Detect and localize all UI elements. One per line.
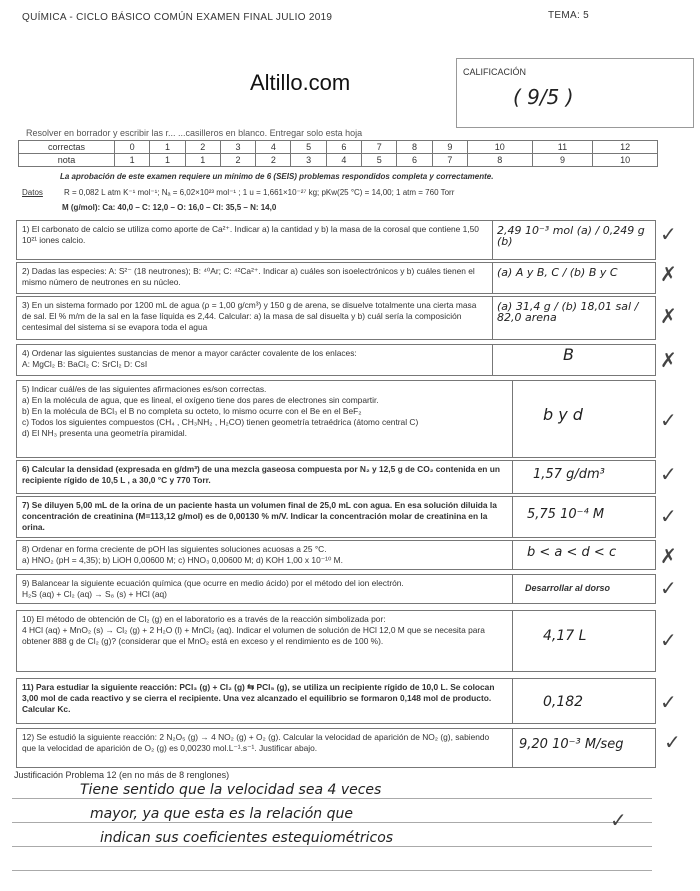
question-text: 4) Ordenar las siguientes sustancias de menor a mayor carácter covalente de los enlaces: A: MgCl₂ B: BaCl₂ C: SrCl₂ D: CsI bbox=[22, 348, 357, 369]
answer-value: 5,75 10⁻⁴ M bbox=[527, 507, 605, 522]
grade-cell: 10 bbox=[593, 154, 658, 167]
answer-box bbox=[492, 263, 656, 293]
question-6 bbox=[16, 460, 656, 494]
grade-table bbox=[18, 140, 658, 167]
question-text: 3) En un sistema formado por 1200 mL de agua (ρ = 1,00 g/cm³) y 150 g de arena, se disuelve totalmente una cierta masa de sal. El % m/m de la sal en la fase líquida es 2,44. Calcular: a) la masa de sal disuelta y b) cuál sería la composición centesimal del sistema si se evapora toda el agua bbox=[22, 300, 477, 332]
incorrect-cross-icon: ✗ bbox=[660, 348, 677, 372]
grade-cell: 1 bbox=[150, 154, 185, 167]
correct-check-icon: ✓ bbox=[610, 808, 627, 832]
grade-cell: 5 bbox=[362, 154, 397, 167]
answer-box bbox=[492, 221, 656, 259]
grade-cell: 2 bbox=[256, 154, 291, 167]
correct-check-icon: ✓ bbox=[660, 462, 677, 486]
answer-box bbox=[512, 461, 656, 493]
question-text: 10) El método de obtención de Cl₂ (g) en el laboratorio es a través de la reacción simbolizada por: 4 HCl (aq) + MnO₂ (s) → Cl₂ (g) + 2 H₂O (l) + MnCl₂ (aq). Indicar el volumen de solución de HCl 12,0 M que se necesita para obtener 888 g de Cl₂ (g)? (considerar que el MnO₂ está en exceso y el rendimiento es de 100 %). bbox=[22, 614, 485, 646]
calificacion-box bbox=[456, 58, 694, 128]
answer-box bbox=[512, 497, 656, 537]
question-8 bbox=[16, 540, 656, 570]
grade-cell: 7 bbox=[362, 141, 397, 154]
grade-cell: 4 bbox=[326, 154, 361, 167]
grade-row-nota bbox=[19, 154, 658, 167]
question-text: 9) Balancear la siguiente ecuación química (que ocurre en medio ácido) por el método del ion electrón. H₂S (aq) + Cl₂ (aq) → S₈ (s) + HCl (aq) bbox=[22, 578, 404, 599]
approval-note: La aprobación de este examen requiere un mínimo de 6 (SEIS) problemas respondidos completa y correctamente. bbox=[60, 172, 494, 181]
answer-value: (a) A y B, C / (b) B y C bbox=[497, 266, 618, 279]
grade-cell: 3 bbox=[291, 154, 326, 167]
question-9 bbox=[16, 574, 656, 604]
instructions-partial: Resolver en borrador y escribir las r... ...casilleros en blanco. Entregar solo esta hoja bbox=[26, 128, 363, 138]
grade-cell: 8 bbox=[467, 154, 532, 167]
question-5 bbox=[16, 380, 656, 458]
correct-check-icon: ✓ bbox=[660, 408, 677, 432]
incorrect-cross-icon: ✗ bbox=[660, 304, 677, 328]
grade-cell: 3 bbox=[220, 141, 255, 154]
exam-title: QUÍMICA - CICLO BÁSICO COMÚN EXAMEN FINAL JULIO 2019 bbox=[22, 12, 333, 23]
question-text: 1) El carbonato de calcio se utiliza como aporte de Ca²⁺. Indicar a) la cantidad y b) la masa de la corosal que contiene 1,50 10²¹ iones calcio. bbox=[22, 224, 479, 245]
answer-box bbox=[512, 541, 656, 569]
answer-box bbox=[512, 729, 656, 767]
question-2 bbox=[16, 262, 656, 294]
grade-cell: 7 bbox=[432, 154, 467, 167]
grade-cell: 1 bbox=[185, 154, 220, 167]
datos-label: Datos bbox=[22, 188, 43, 197]
grade-cell: 2 bbox=[220, 154, 255, 167]
grade-row-label: correctas bbox=[19, 141, 115, 154]
justification-label: Justificación Problema 12 (en no más de 8 renglones) bbox=[14, 770, 230, 780]
grade-cell: 9 bbox=[432, 141, 467, 154]
ruled-line bbox=[12, 822, 652, 823]
answer-box bbox=[512, 381, 656, 457]
grade-cell: 5 bbox=[291, 141, 326, 154]
exam-tema: TEMA: 5 bbox=[548, 10, 589, 21]
grade-cell: 4 bbox=[256, 141, 291, 154]
correct-check-icon: ✓ bbox=[660, 576, 677, 600]
grade-cell: 1 bbox=[115, 154, 150, 167]
handwritten-line: indican sus coeficientes estequiométricos bbox=[100, 830, 394, 846]
question-text: 12) Se estudió la siguiente reacción: 2 N₂O₅ (g) → 4 NO₂ (g) + O₂ (g). Calcular la velocidad de aparición de NO₂ (g), sabiendo que la velocidad de aparición de O₂ (g) es 0,00230 mol.L⁻¹.s⁻¹. Justificar abajo. bbox=[22, 732, 490, 753]
ruled-line bbox=[12, 870, 652, 871]
correct-check-icon: ✓ bbox=[660, 222, 677, 246]
question-text: 8) Ordenar en forma creciente de pOH las siguientes soluciones acuosas a 25 °C. a) HNO₂ (pH = 4,35); b) LiOH 0,00600 M; c) HNO₃ 0,00600 M; d) KOH 1,00 x 10⁻¹⁰ M. bbox=[22, 544, 343, 565]
correct-check-icon: ✓ bbox=[664, 730, 681, 754]
question-3 bbox=[16, 296, 656, 340]
handwritten-line: mayor, ya que esta es la relación que bbox=[90, 806, 353, 822]
answer-value: B bbox=[563, 345, 574, 364]
grade-cell: 0 bbox=[115, 141, 150, 154]
handwritten-line: Tiene sentido que la velocidad sea 4 veces bbox=[80, 782, 382, 798]
question-text: 7) Se diluyen 5,00 mL de la orina de un paciente hasta un volumen final de 25,0 mL con agua. En esa solución diluida la concentración de creatinina (M=113,12 g/mol) es de 0,00130 % m/V. Indicar la concentración molar de creatinina en la orina. bbox=[22, 500, 497, 532]
answer-value: 1,57 g/dm³ bbox=[533, 467, 605, 482]
question-text: 11) Para estudiar la siguiente reacción: PCl₃ (g) + Cl₂ (g) ⇆ PCl₅ (g), se utiliza un recipiente rígido de 10,0 L. Se colocan 3,00 mol de cada reactivo y se cierra el recipiente. Una vez alcanzado el equilibrio se formaron 0,148 mol de producto. Calcular Kc. bbox=[22, 682, 495, 714]
grade-row-correctas bbox=[19, 141, 658, 154]
question-11 bbox=[16, 678, 656, 724]
answer-value: 4,17 L bbox=[543, 628, 587, 644]
grade-cell: 2 bbox=[185, 141, 220, 154]
answer-value: 9,20 10⁻³ M/seg bbox=[519, 737, 624, 752]
question-7 bbox=[16, 496, 656, 538]
correct-check-icon: ✓ bbox=[660, 690, 677, 714]
correct-check-icon: ✓ bbox=[660, 504, 677, 528]
question-12 bbox=[16, 728, 656, 768]
grade-cell: 9 bbox=[532, 154, 593, 167]
grade-row-label: nota bbox=[19, 154, 115, 167]
grade-cell: 10 bbox=[467, 141, 532, 154]
answer-box bbox=[512, 611, 656, 671]
answer-value: 0,182 bbox=[543, 694, 584, 710]
watermark-text: Altillo.com bbox=[250, 70, 351, 95]
incorrect-cross-icon: ✗ bbox=[660, 262, 677, 286]
datos-text: R = 0,082 L atm K⁻¹ mol⁻¹; Nₐ = 6,02×10²³ mol⁻¹ ; 1 u = 1,661×10⁻²⁷ kg; pKw(25 °C) = 14,00; 1 atm = 760 Torr bbox=[64, 188, 455, 197]
grade-cell: 6 bbox=[326, 141, 361, 154]
question-text: 6) Calcular la densidad (expresada en g/dm³) de una mezcla gaseosa compuesta por N₂ y 12,5 g de CO₂ contenida en un recipiente rígido de 10,5 L , a 30,0 °C y 770 Torr. bbox=[22, 464, 500, 485]
answer-box bbox=[492, 345, 656, 375]
question-4 bbox=[16, 344, 656, 376]
answer-value: (a) 31,4 g / (b) 18,01 sal / 82,0 arena bbox=[497, 300, 639, 324]
ruled-line bbox=[12, 798, 652, 799]
grade-cell: 11 bbox=[532, 141, 593, 154]
answer-value: b < a < d < c bbox=[527, 545, 617, 560]
grade-cell: 6 bbox=[397, 154, 432, 167]
question-text: 2) Dadas las especies: A: S²⁻ (18 neutrones); B: ⁴⁰Ar; C: ⁴²Ca²⁺. Indicar a) cuáles son isoelectrónicos y b) cuáles tienen el mismo número de neutrones en su núcleo. bbox=[22, 266, 475, 287]
question-10 bbox=[16, 610, 656, 672]
grade-cell: 8 bbox=[397, 141, 432, 154]
grade-cell: 1 bbox=[150, 141, 185, 154]
incorrect-cross-icon: ✗ bbox=[660, 544, 677, 568]
answer-box bbox=[512, 575, 656, 603]
calificacion-value: ( 9/5 ) bbox=[513, 85, 574, 109]
correct-check-icon: ✓ bbox=[660, 628, 677, 652]
question-text: 5) Indicar cuál/es de las siguientes afirmaciones es/son correctas. a) En la molécula de agua, que es lineal, el oxígeno tiene dos pares de electrones sin compartir. b) En la molécula de BCl₃ el B no completa su octeto, lo mismo ocurre con el Be en el BeF₂ c) Todos los siguientes compuestos (CH₄ , CH₃NH₂ , H₂CO) tienen geometría tetraédrica (átomo central C) d) El NH₃ presenta una geometría piramidal. bbox=[22, 384, 419, 438]
answer-value: 2,49 10⁻³ mol (a) / 0,249 g (b) bbox=[497, 224, 645, 248]
question-1 bbox=[16, 220, 656, 260]
molar-masses: M (g/mol): Ca: 40,0 – C: 12,0 – O: 16,0 – Cl: 35,5 – N: 14,0 bbox=[62, 203, 277, 212]
calificacion-label: CALIFICACIÓN bbox=[463, 67, 527, 77]
grade-cell: 12 bbox=[593, 141, 658, 154]
answer-value: Desarrollar al dorso bbox=[525, 583, 611, 593]
answer-value: b y d bbox=[543, 405, 583, 424]
answer-box bbox=[512, 679, 656, 723]
answer-box bbox=[492, 297, 656, 339]
ruled-line bbox=[12, 846, 652, 847]
